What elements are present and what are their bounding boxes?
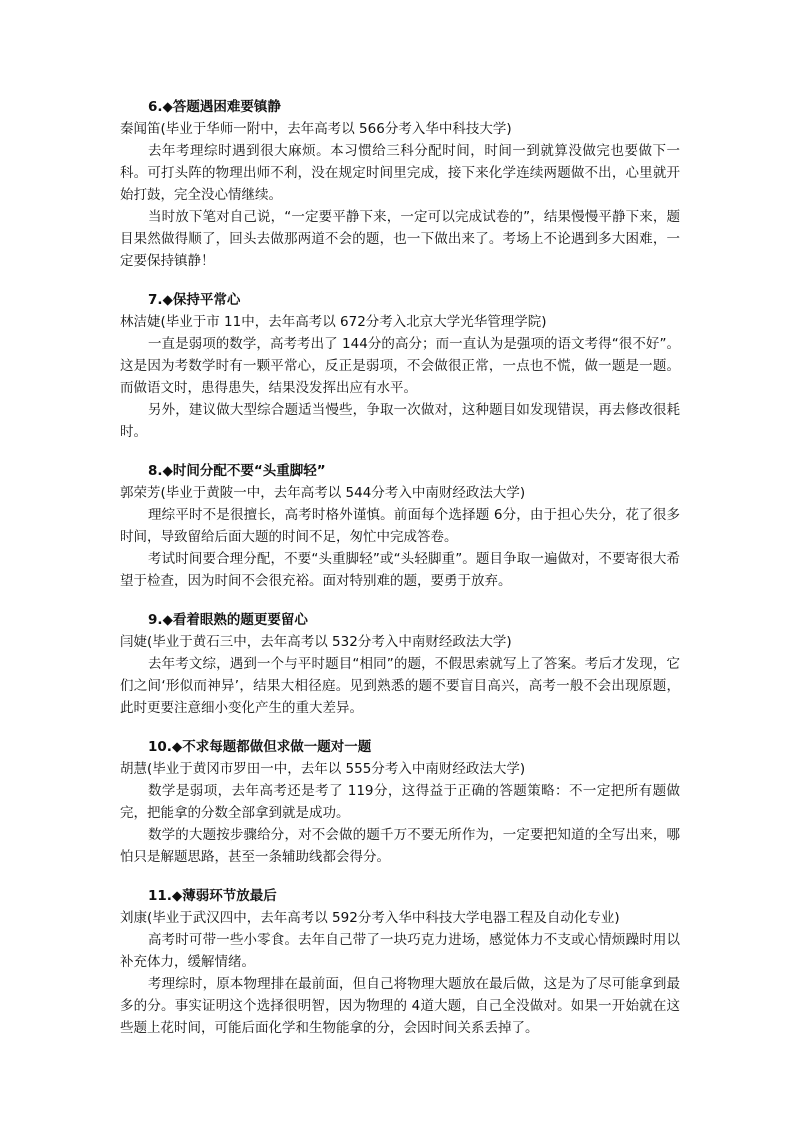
paragraph: 数学的大题按步骤给分，对不会做的题千万不要无所作为，一定要把知道的全写出来，哪怕只是解题思路，甚至一条辅助线都会得分。 (120, 827, 680, 865)
paragraph: 高考时可带一些小零食。去年自己带了一块巧克力进场，感觉体力不支或心情烦躁时用以补充体力，缓解情绪。 (120, 932, 680, 970)
paragraph: 考试时间要合理分配，不要“头重脚轻”或“头轻脚重”。题目争取一遍做对，不要寄很大希望于检查，因为时间不会很充裕。面对特别难的题，要勇于放弃。 (120, 551, 680, 589)
paragraph: 理综平时不是很擅长，高考时格外谨慎。前面每个选择题 6分，由于担心失分，花了很多时间，导致留给后面大题的时间不足，匆忙中完成答卷。 (120, 507, 680, 545)
paragraph: 一直是弱项的数学，高考考出了 144分的高分；而一直认为是强项的语文考得“很不好”。这是因为考数学时有一颗平常心，反正是弱项，不会做很正常，一点也不慌，做一题是一题。而做语文时，患得患失，结果没发挥出应有水平。 (120, 336, 680, 396)
author-line: 秦闻笛(毕业于华师一附中，去年高考以 566分考入华中科技大学) (120, 121, 512, 137)
paragraph: 当时放下笔对自己说，“一定要平静下来，一定可以完成试卷的”，结果慢慢平静下来，题目果然做得顺了，回头去做那两道不会的题，也一下做出来了。考场上不论遇到多大困难，一定要保持镇静！ (120, 209, 680, 269)
section-10 (120, 736, 680, 868)
author-line: 胡慧(毕业于黄冈市罗田一中，去年以 555分考入中南财经政法大学) (120, 761, 526, 777)
section-heading: 10.◆不求每题都做但求做一题对一题 (148, 739, 372, 755)
paragraph: 数学是弱项，去年高考还是考了 119分，这得益于正确的答题策略：不一定把所有题做完，把能拿的分数全部拿到就是成功。 (120, 783, 680, 821)
author-line: 郭荣芳(毕业于黄陂一中，去年高考以 544分考入中南财经政法大学) (120, 485, 526, 501)
author-line: 刘康(毕业于武汉四中，去年高考以 592分考入华中科技大学电器工程及自动化专业) (120, 910, 620, 926)
paragraph: 考理综时，原本物理排在最前面，但自己将物理大题放在最后做，这是为了尽可能拿到最多的分。事实证明这个选择很明智，因为物理的 4道大题，自己全没做对。如果一开始就在这些题上花时间，可能后面化学和生物能拿的分，会因时间关系丢掉了。 (120, 976, 680, 1036)
section-heading: 6.◆答题遇困难要镇静 (148, 99, 281, 115)
section-heading: 11.◆薄弱环节放最后 (148, 888, 277, 904)
section-11 (120, 885, 680, 1039)
document-body (120, 96, 680, 1039)
section-heading: 7.◆保持平常心 (148, 292, 241, 308)
author-line: 闫婕(毕业于黄石三中，去年高考以 532分考入中南财经政法大学) (120, 634, 512, 650)
section-7 (120, 289, 680, 443)
section-heading: 9.◆看着眼熟的题更要留心 (148, 612, 308, 628)
paragraph: 另外，建议做大型综合题适当慢些，争取一次做对，这种题目如发现错误，再去修改很耗时。 (120, 402, 680, 440)
paragraph: 去年考理综时遇到很大麻烦。本习惯给三科分配时间，时间一到就算没做完也要做下一科。可打头阵的物理出师不利，没在规定时间里完成，接下来化学连续两题做不出，心里就开始打鼓，完全没心情继续。 (120, 143, 680, 203)
section-heading: 8.◆时间分配不要“头重脚轻” (148, 463, 326, 479)
paragraph: 去年考文综，遇到一个与平时题目“相同”的题，不假思索就写上了答案。考后才发现，它们之间‘形似而神异’，结果大相径庭。见到熟悉的题不要盲目高兴，高考一般不会出现原题，此时更要注意细小变化产生的重大差异。 (120, 656, 680, 716)
section-6 (120, 96, 680, 272)
section-9 (120, 609, 680, 719)
section-8 (120, 460, 680, 592)
author-line: 林洁婕(毕业于市 11中，去年高考以 672分考入北京大学光华管理学院) (120, 314, 547, 330)
